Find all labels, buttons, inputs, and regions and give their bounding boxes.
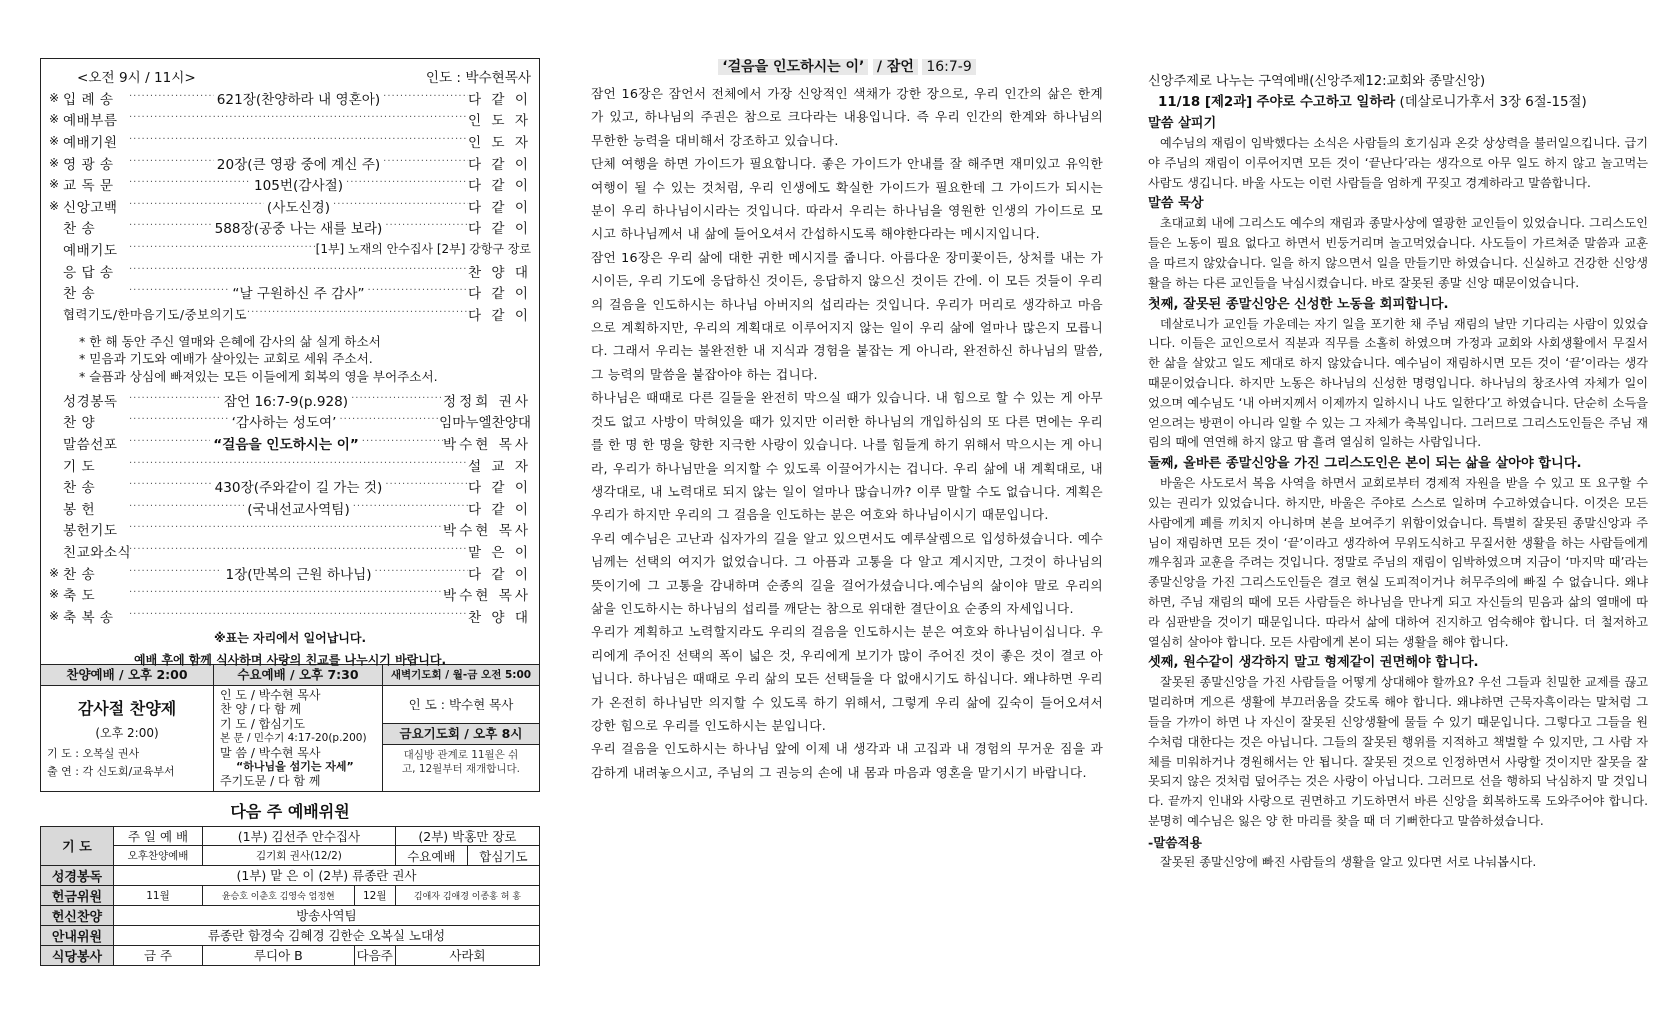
order-item: [49, 173, 531, 195]
order-item: [49, 260, 531, 282]
service-time: <오전 9시 / 11시>: [77, 70, 196, 86]
dawn-header: 새벽기도회 / 월-금 오전 5:00: [383, 665, 539, 685]
leader-dots: [129, 196, 468, 216]
praise-performers: 출 연 : 각 신도회/교육부서: [47, 765, 175, 778]
order-item-person: 설 교 자: [467, 458, 531, 475]
sunday-label: 주 일 예 배: [114, 826, 203, 846]
lesson-line: [1148, 92, 1648, 113]
standing-mark: ※: [49, 587, 60, 602]
wed-sermon-title: “하나님을 섬기는 자세”: [236, 760, 354, 774]
order-item-person: 박수현 목사: [443, 588, 531, 605]
leader-dots: [129, 112, 468, 126]
order-item: [49, 152, 531, 174]
leader-dots: [129, 88, 468, 108]
sermon-ref: 16:7-9: [922, 59, 975, 75]
order-item-person: [1부] 노재의 안수집사 [2부] 강항구 장로: [315, 242, 531, 257]
order-item-name: 응 답 송: [63, 264, 114, 281]
standing-mark: ※: [49, 90, 60, 105]
order-item-person: 인 도 자: [467, 134, 531, 151]
order-item-name: 찬 양: [63, 415, 96, 432]
praise-header: 찬양예배 / 오후 2:00: [41, 665, 213, 685]
leader-dots: [129, 433, 443, 453]
prayer-bullet: * 한 해 동안 주신 열매와 은혜에 감사의 삶 실게 하소서: [79, 333, 381, 349]
prayer-meetings-cell: [383, 665, 540, 792]
wed-line: 인 도 / 박수현 목사: [220, 688, 321, 702]
leader-dots: [129, 153, 468, 173]
leader-dots: [247, 307, 468, 321]
order-item-name: 예배부름: [63, 113, 118, 130]
sermon-paragraph: 잠언 16장은 잠언서 전체에서 가장 신앙적인 색채가 강한 장으로, 우리 인간의 삶은 한계가 있고, 하나님의 주권은 참으로 크다라는 내용입니다. 즉 우리 인간의 한계와 하나님의 무한한 능력을 대비해서 강조하고 있습니다.: [591, 86, 1103, 148]
leader-dots: [129, 522, 443, 536]
order-item-person: 정정희 권사: [443, 393, 531, 410]
order-item: [49, 497, 531, 519]
wed-line: 기 도 / 합심기도: [220, 716, 306, 731]
prayer-bullet: * 슬픔과 상심에 빠져있는 모든 이들에게 회복의 영을 부어주소서.: [79, 368, 438, 384]
order-item-person: 다 같 이: [467, 566, 531, 583]
order-item-person: 찬 양 대: [467, 609, 531, 626]
order-item-person: 다 같 이: [467, 286, 531, 303]
sermon-title-line: [591, 56, 1103, 76]
order-items-part1: [49, 87, 531, 325]
leader-dots: [129, 242, 316, 256]
worship-order-column: [40, 58, 540, 966]
reading-who: (1부) 맡 은 이 (2부) 류종란 권사: [114, 865, 540, 885]
wed-label: 수요예배: [395, 846, 467, 866]
order-item-detail: “걸음을 인도하시는 이”: [210, 433, 362, 453]
usher-who: 류종란 함경숙 김혜경 김한순 오복실 노대성: [114, 925, 540, 945]
order-item: [49, 411, 531, 433]
study-paragraph: 예수님의 재림이 임박했다는 소식은 사람들의 호기심과 온갖 상상력을 불러일으킵니다. 급기야 주님의 재림이 이루어지면 모든 것이 ‘끝난다’라는 생각으로 아무 일도 하지 않고 놀고먹는 사람도 생깁니다. 바울 사도는 이런 사람들을 엄하게 꾸짖고 경계하라고 말씀합니다.: [1148, 136, 1648, 190]
order-item: [49, 87, 531, 109]
order-item: [49, 519, 531, 541]
service-leader: 인도 : 박수현목사: [425, 70, 531, 86]
order-of-service-box: [40, 58, 540, 667]
order-item-name: 찬 송: [63, 480, 96, 497]
standing-mark: ※: [49, 133, 60, 148]
order-item-person: 다 같 이: [467, 199, 531, 216]
afternoon-who: 김기회 권사(12/2): [203, 846, 396, 866]
leader-dots: [129, 544, 468, 558]
leader-dots: [129, 458, 468, 472]
order-item-person: 다 같 이: [467, 178, 531, 195]
order-item-detail: 621장(찬양하라 내 영혼아): [214, 88, 383, 108]
offering-team: 윤승호 이춘호 김영숙 엄정현: [203, 885, 355, 905]
sermon-paragraph: 잠언 16장은 우리 삶에 대한 귀한 메시지를 줍니다. 아름다운 장미꽃이든, 상처를 내는 가시이든, 우리 기도에 응답하신 것이든, 응답하지 않으신 것이든 간에. 이 모든 것들이 우리의 걸음을 인도하시는 하나님 아버지의 섭리라는 것입니다. 우리가 머리로 생각하고 마음으로 계획하지만, 우리의 계획대로 이루어지지 않는 일이 우리 삶에 얼마나 많은지 모릅니다. 그래서 우리는 불완전한 내 지식과 경험을 붙잡는 게 아니라, 완전하신 하나님의 말씀, 그 능력의 말씀을 붙잡아야 하는 겁니다.: [591, 249, 1103, 382]
order-item-person: 임마누엘찬양대: [439, 415, 531, 432]
sermon-paragraph: 하나님은 때때로 다른 길들을 완전히 막으실 때가 있습니다. 내 힘으로 할 수 있는 게 아무 것도 없고 사방이 막혀있을 때가 있지만 이러한 하나님의 개입하심의 또 다른 면에는 우리를 한 명 한 명을 향한 지극한 사랑이 있습니다. 나를 힘들게 하기 위해서 막으시는 게 아니라, 우리가 하나님만을 의지할 수 있도록 이끌어가시는 겁니다. 우리 삶에 내 계획대로, 내 생각대로, 내 노력대로 되지 않는 일이 얼마나 많습니까? 이루 말할 수도 없습니다. 계획은 우리가 하지만 우리의 그 걸음을 인도하는 분은 여호와 하나님이시기 때문입니다.: [591, 390, 1103, 523]
order-item-detail: (사도신경): [264, 196, 333, 216]
standing-mark: ※: [49, 155, 60, 170]
sunday-second: (2부) 박홍만 장로: [395, 826, 539, 846]
wed-line: 찬 양 / 다 함 께: [220, 702, 302, 717]
standing-note: ※표는 자리에서 일어납니다.: [213, 630, 367, 645]
leader-dots: [129, 476, 468, 496]
order-item-name: 영 광 송: [63, 156, 114, 173]
meal-next-who: 사라회: [395, 945, 539, 965]
order-item-person: 인 도 자: [467, 113, 531, 130]
apply-label: -말씀적용: [1148, 834, 1202, 850]
order-item-name: 협력기도/한마음기도/중보의기도: [63, 306, 247, 322]
leader-dots: [129, 498, 468, 518]
order-item: [49, 562, 531, 584]
order-item-detail: 105번(감사절): [251, 174, 346, 194]
order-item-name: 말씀선포: [63, 437, 118, 454]
wed-line: 본 문 / 민수기 4:17-20(p.200): [220, 732, 367, 745]
order-item-person: 다 같 이: [467, 307, 531, 324]
next-week-title: 다음 주 예배위원: [230, 801, 350, 821]
leader-dots: [129, 411, 439, 431]
order-item: [49, 454, 531, 476]
order-item-name: 예배기원: [63, 134, 118, 151]
leader-dots: [129, 134, 468, 148]
lesson-title: 주야로 수고하고 일하라: [1256, 95, 1396, 110]
order-item-name: 교 독 문: [63, 178, 114, 195]
order-item: [49, 195, 531, 217]
meal-next-label: 다음주: [354, 945, 395, 965]
order-item-detail: 1장(만복의 근원 하나님): [222, 563, 374, 583]
sermon-paragraph: 우리 예수님은 고난과 십자가의 길을 알고 있으면서도 예루살렘으로 입성하셨습니다. 예수님께는 선택의 여지가 없었습니다. 그 아픔과 고통을 다 알고 계시지만, 그것이 하나님의 뜻이기에 그 고통을 감내하며 순종의 길을 걸어가셨습니다.예수님의 삶이야 말로 우리의 삶을 인도하시는 하나님의 섭리를 깨닫는 참으로 위대한 결단이요 순종의 자세입니다.: [591, 530, 1103, 616]
order-item-person: 맡 은 이: [467, 544, 531, 561]
wed-who: 합심기도: [467, 846, 539, 866]
order-item-detail: 20장(큰 영광 중에 계신 주): [214, 153, 383, 173]
order-item-name: 신앙고백: [63, 199, 118, 216]
order-item: [49, 217, 531, 239]
order-item-person: 다 같 이: [467, 480, 531, 497]
order-item: [49, 238, 531, 260]
order-items-part2: [49, 389, 531, 627]
order-item-name: 찬 송: [63, 286, 96, 303]
study-paragraph: 데살로니가 교인들 가운데는 자기 일을 포기한 채 주님 재림의 날만 기다리는 사람이 있었습니다. 이들은 교인으로서 직분과 직무를 소홀히 하였으며 가정과 교회와 사회생활에서 무질서한 삶을 살았고 일도 제대로 하지 않았습니다. 예수님이 재림하시면 모든 것이 ‘끝’이라는 생각 때문이었습니다. 하지만 노동은 하나님의 신성한 명령입니다. 하나님의 창조사역 자체가 일이었으며 예수님도 ‘내 아버지께서 이제까지 일하시니 나도 일한다’고 하였습니다. 단순히 소득을 얻으려는 방편이 아니라 일할 수 있는 그 자체가 축복입니다. 그러므로 그리스도인들은 주님 재림의 때에 연연해 하지 않고 땀 흘려 열심히 일하는 사람입니다.: [1148, 316, 1648, 450]
prayer-bullet: * 믿음과 기도와 예배가 살아있는 교회로 세워 주소서.: [79, 351, 373, 367]
standing-mark: ※: [49, 608, 60, 623]
order-item-name: 기 도: [63, 458, 96, 475]
praise-service-cell: [41, 665, 214, 792]
praise-time: (오후 2:00): [95, 726, 159, 740]
leader-dots: [129, 390, 443, 410]
meal-this-who: 루디아 B: [203, 945, 355, 965]
order-item-person: 찬 양 대: [467, 264, 531, 281]
wednesday-service-cell: [214, 665, 383, 792]
order-item: [49, 583, 531, 605]
apply-text: 잘못된 종말신앙에 빠진 사람들의 생활을 알고 있다면 서로 나눠봅시다.: [1160, 854, 1537, 869]
order-item-name: 성경봉독: [63, 393, 118, 410]
reading-label: 성경봉독: [41, 865, 114, 885]
offering-month: 12월: [354, 885, 395, 905]
point-heading: 첫째, 잘못된 종말신앙은 신성한 노동을 회피합니다.: [1148, 296, 1449, 312]
sermon-title: ‘걸음을 인도하시는 이’: [718, 59, 868, 75]
sermon-paragraph: 단체 여행을 하면 가이드가 필요합니다. 좋은 가이드가 안내를 잘 해주면 재미있고 유익한 여행이 될 수 있는 것처럼, 우리 인생에도 확실한 가이드가 필요한데 그 가이드가 되시는 분이 우리 하나님이시라는 것입니다. 따라서 우리는 하나님을 영원한 인생의 가이드로 모시고 하나님께서 내 삶에 들어오셔서 간섭하시도록 해야한다라는 메시지입니다.: [591, 156, 1103, 242]
praise-title: 감사절 찬양제: [77, 699, 177, 718]
study-heading: 신앙주제로 나누는 구역예배(신앙주제12:교회와 종말신앙): [1148, 74, 1486, 89]
meal-this-label: 금 주: [114, 945, 203, 965]
order-item-name: 축 도: [63, 588, 96, 605]
sermon-ref-label: / 잠언: [873, 59, 918, 75]
order-item-name: 입 례 송: [63, 91, 114, 108]
order-item-detail: (국내선교사역팀): [244, 498, 353, 518]
standing-mark: ※: [49, 565, 60, 580]
order-item: [49, 130, 531, 152]
point-heading: 둘째, 올바른 종말신앙을 가진 그리스도인은 본이 되는 삶을 살아야 합니다.: [1148, 456, 1582, 472]
leader-dots: [129, 174, 468, 194]
study-paragraph: 잘못된 종말신앙을 가진 사람들을 어떻게 상대해야 할까요? 우선 그들과 친밀한 교제를 끊고 멀리하며 게으른 생활에 부끄러움을 갖도록 해야 합니다. 왜냐하면 근묵자흑이라는 말처럼 그들을 가까이 하면 나 자신이 잘못된 신앙생활에 물들 수 있기 때문입니다. 그렇다고 그들을 원수처럼 대한다는 것은 아닙니다. 그들의 잘못된 행위를 지적하고 책벌할 수 있지만, 그 사람 자체를 미워하거나 경원해서는 안 됩니다. 잘못된 것으로 인정하면서 사랑할 것이지만 잘못을 잘못되지 않은 것처럼 덮어주는 것은 사랑이 아닙니다. 그러므로 선을 행하되 낙심하지 말 것입니다. 끝까지 인내와 사랑으로 권면하고 기도하면서 바른 신앙을 회복하도록 도와주어야 합니다. 분명히 예수님은 잃은 양 한 마리를 찾을 때 더 기뻐한다고 말씀하셨습니다.: [1148, 675, 1648, 828]
wed-line: 말 씀 / 박수현 목사: [220, 745, 321, 760]
order-item-detail: 588장(공중 나는 새를 보라): [212, 217, 386, 237]
meal-note: 예배 후에 함께 식사하며 사랑의 친교를 나누시기 바랍니다.: [133, 652, 446, 667]
section-heading: 말씀 묵상: [1148, 196, 1204, 212]
point-heading: 셋째, 원수같이 생각하지 말고 형제같이 권면해야 합니다.: [1148, 655, 1479, 671]
sermon-column: [591, 56, 1103, 784]
bible-study-column: [1148, 72, 1648, 873]
order-item-person: 다 같 이: [467, 221, 531, 238]
standing-mark: ※: [49, 112, 60, 127]
sunday-first: (1부) 김선주 안수집사: [203, 826, 396, 846]
order-item-name: 친교와소식: [63, 544, 132, 561]
offering-team: 김애자 김애경 이종홍 허 홍: [395, 885, 539, 905]
meal-label: 식당봉사: [41, 945, 114, 965]
order-item-detail: “날 구원하신 주 감사”: [229, 282, 367, 302]
order-item: [49, 109, 531, 131]
order-item: [49, 432, 531, 454]
order-item-name: 찬 송: [63, 221, 96, 238]
order-item-person: 다 같 이: [467, 156, 531, 173]
order-item: [49, 605, 531, 627]
order-item: [49, 303, 531, 325]
choir-who: 방송사역팀: [114, 905, 540, 925]
leader-dots: [129, 264, 468, 278]
order-item: [49, 475, 531, 497]
order-item-detail: 잠언 16:7-9(p.928): [221, 390, 351, 410]
friday-header: 금요기도회 / 오후 8시: [383, 723, 539, 744]
order-header: [49, 65, 531, 87]
order-item-name: 예배기도: [63, 242, 118, 259]
offering-label: 헌금위원: [41, 885, 114, 905]
leader-dots: [129, 282, 468, 302]
leader-dots: [129, 563, 468, 583]
next-week-table: [40, 826, 540, 966]
order-item-person: 박수현 목사: [443, 437, 531, 454]
study-paragraph: 초대교회 내에 그리스도 예수의 재림과 종말사상에 열광한 교인들이 있었습니다. 그리스도인들은 노동이 필요 없다고 하면서 빈둥거리며 놀고먹었습니다. 사도들이 가르쳐준 말씀과 교훈을 따르지 않았습니다. 일을 하지 않으면서 일을 만들기만 하였습니다. 신실하고 건강한 신앙생활을 하는 다른 교인들을 낙심시켰습니다. 바로 잘못된 종말 신앙 때문이었습니다.: [1148, 216, 1648, 290]
wed-header: 수요예배 / 오후 7:30: [214, 665, 382, 685]
order-item-name: 봉헌기도: [63, 523, 118, 540]
afternoon-label: 오후찬양예배: [114, 846, 203, 866]
order-item-name: 축 복 송: [63, 609, 114, 626]
praise-prayer: 기 도 : 오복실 권사: [47, 747, 140, 760]
sermon-paragraph: 우리 걸음을 인도하시는 하나님 앞에 이제 내 생각과 내 고집과 내 경험의 무거운 짐을 과감하게 내려놓으시고, 주님의 그 권능의 손에 내 몸과 마음과 영혼을 맡기시기 바랍니다.: [591, 741, 1103, 780]
friday-note: 대심방 관계로 11월은 쉬고, 12월부터 재개합니다.: [383, 744, 539, 779]
order-item-name: 찬 송: [63, 566, 96, 583]
standing-mark: ※: [49, 198, 60, 213]
order-item-person: 다 같 이: [467, 91, 531, 108]
sermon-paragraph: 우리가 계획하고 노력할지라도 우리의 걸음을 인도하시는 분은 여호와 하나님이십니다. 우리에게 주어진 선택의 폭이 넓은 것, 우리에게 보기가 많이 주어진 것이 좋은 것이 결코 아닙니다. 하나님은 때때로 우리 삶의 모든 선택들을 다 없애시기도 하십니다. 왜냐하면 우리가 온전히 하나님만 의지할 수 있도록 하기 위해서, 그렇게 우리 삶에 깊숙이 들어오셔서 강한 힘으로 우리를 인도하시는 분입니다.: [591, 624, 1103, 733]
offering-month: 11월: [114, 885, 203, 905]
wed-line: 주기도문 / 다 함 께: [220, 774, 321, 789]
usher-label: 안내위원: [41, 925, 114, 945]
leader-dots: [129, 217, 468, 237]
prayer-label: 기 도: [41, 826, 114, 865]
dawn-leader: 인 도 : 박수현 목사: [383, 685, 539, 723]
order-item-detail: ‘감사하는 성도여’: [229, 411, 340, 431]
order-item-person: 박수현 목사: [443, 523, 531, 540]
leader-dots: [129, 609, 468, 623]
order-item: [49, 540, 531, 562]
weekly-schedule-table: [40, 664, 540, 792]
leader-dots: [129, 587, 443, 601]
order-item-person: 다 같 이: [467, 501, 531, 518]
lesson-number: 11/18 [제2과]: [1158, 95, 1253, 110]
section-heading: 말씀 살피기: [1148, 116, 1217, 131]
order-item: [49, 389, 531, 411]
order-item: [49, 281, 531, 303]
order-item-detail: 430장(주와같이 길 가는 것): [212, 476, 386, 496]
lesson-ref: (데살로니가후서 3장 6절-15절): [1399, 95, 1587, 110]
choir-label: 헌신찬양: [41, 905, 114, 925]
standing-mark: ※: [49, 177, 60, 192]
study-paragraph: 바울은 사도로서 복음 사역을 하면서 교회로부터 경제적 자원을 받을 수 있고 또 요구할 수 있는 권리가 있었습니다. 하지만, 바울은 주야로 스스로 일하며 수고하였습니다. 이것은 모든 사람에게 폐를 끼치지 아니하며 본을 보여주기 위함이었습니다. 특별히 잘못된 종말신앙과 주님이 재림하면 모든 것이 ‘끝’이라고 생각하여 무위도식하고 무질서한 생활을 하는 사람들에게 깨우침과 교훈을 주려는 것입니다. 정말로 주님의 재림이 임박하였으며 지금이 ‘마지막 때’라는 종말신앙을 가진 그리스도인들은 결코 현실 도피적이거나 허무주의에 빠질 수 없습니다. 왜냐하면, 주님 재림의 때에 모든 사람들은 하나님을 만나게 되고 자신들의 믿음과 삶의 열매에 따라 심판받을 것이기 때문입니다. 따라서 삶에 대하여 진지하고 엄숙해야 합니다. 더 철저하고 열심히 살아야 합니다. 모든 사람에게 본이 되는 생활을 해야 합니다.: [1148, 476, 1648, 649]
order-item-name: 봉 헌: [63, 501, 96, 518]
